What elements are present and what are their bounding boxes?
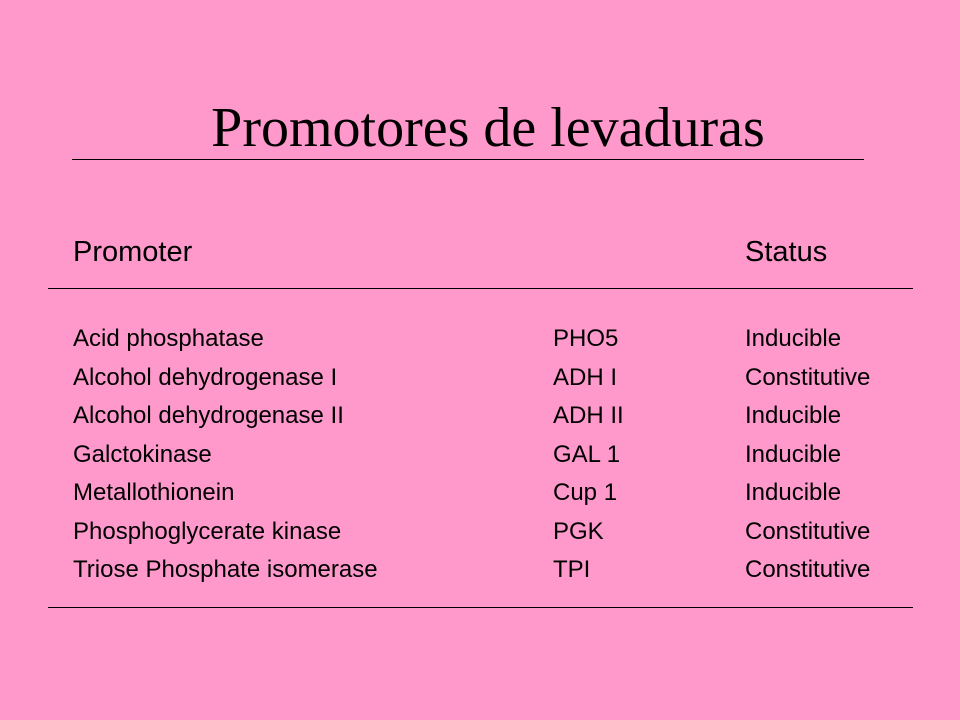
promoter-gene: ADH I — [553, 363, 618, 391]
promoter-gene: Cup 1 — [553, 479, 618, 506]
promoter-name: Phosphoglycerate kinase — [73, 517, 342, 545]
table-row — [0, 436, 960, 475]
promoter-gene: TPI — [553, 556, 591, 583]
promoter-table — [0, 320, 960, 590]
promoter-status: Inducible — [745, 325, 842, 352]
table-row — [0, 513, 960, 552]
promoter-status: Constitutive — [745, 363, 871, 391]
table-top-rule — [48, 288, 913, 289]
promoter-gene: PHO5 — [553, 325, 619, 352]
promoter-name: Alcohol dehydrogenase I — [73, 363, 338, 391]
promoter-gene: GAL 1 — [553, 440, 621, 468]
promoter-name: Triose Phosphate isomerase — [73, 556, 378, 583]
header-status: Status — [745, 236, 828, 268]
table-bottom-rule — [48, 607, 913, 608]
promoter-status: Constitutive — [745, 556, 871, 583]
table-row — [0, 359, 960, 398]
promoter-status: Inducible — [745, 479, 842, 506]
promoter-status: Inducible — [745, 440, 842, 468]
header-promoter: Promoter — [73, 236, 193, 268]
slide-title: Promotores de levaduras — [211, 97, 765, 159]
promoter-gene: PGK — [553, 517, 604, 545]
promoter-status: Inducible — [745, 402, 842, 429]
table-row — [0, 320, 960, 359]
title-underline — [72, 159, 864, 160]
promoter-status: Constitutive — [745, 517, 871, 545]
table-row — [0, 551, 960, 590]
promoter-name: Alcohol dehydrogenase II — [73, 402, 344, 429]
promoter-name: Acid phosphatase — [73, 325, 264, 352]
table-row — [0, 397, 960, 436]
table-row — [0, 474, 960, 513]
promoter-gene: ADH II — [553, 402, 624, 429]
promoter-name: Galctokinase — [73, 440, 212, 468]
promoter-name: Metallothionein — [73, 479, 235, 506]
